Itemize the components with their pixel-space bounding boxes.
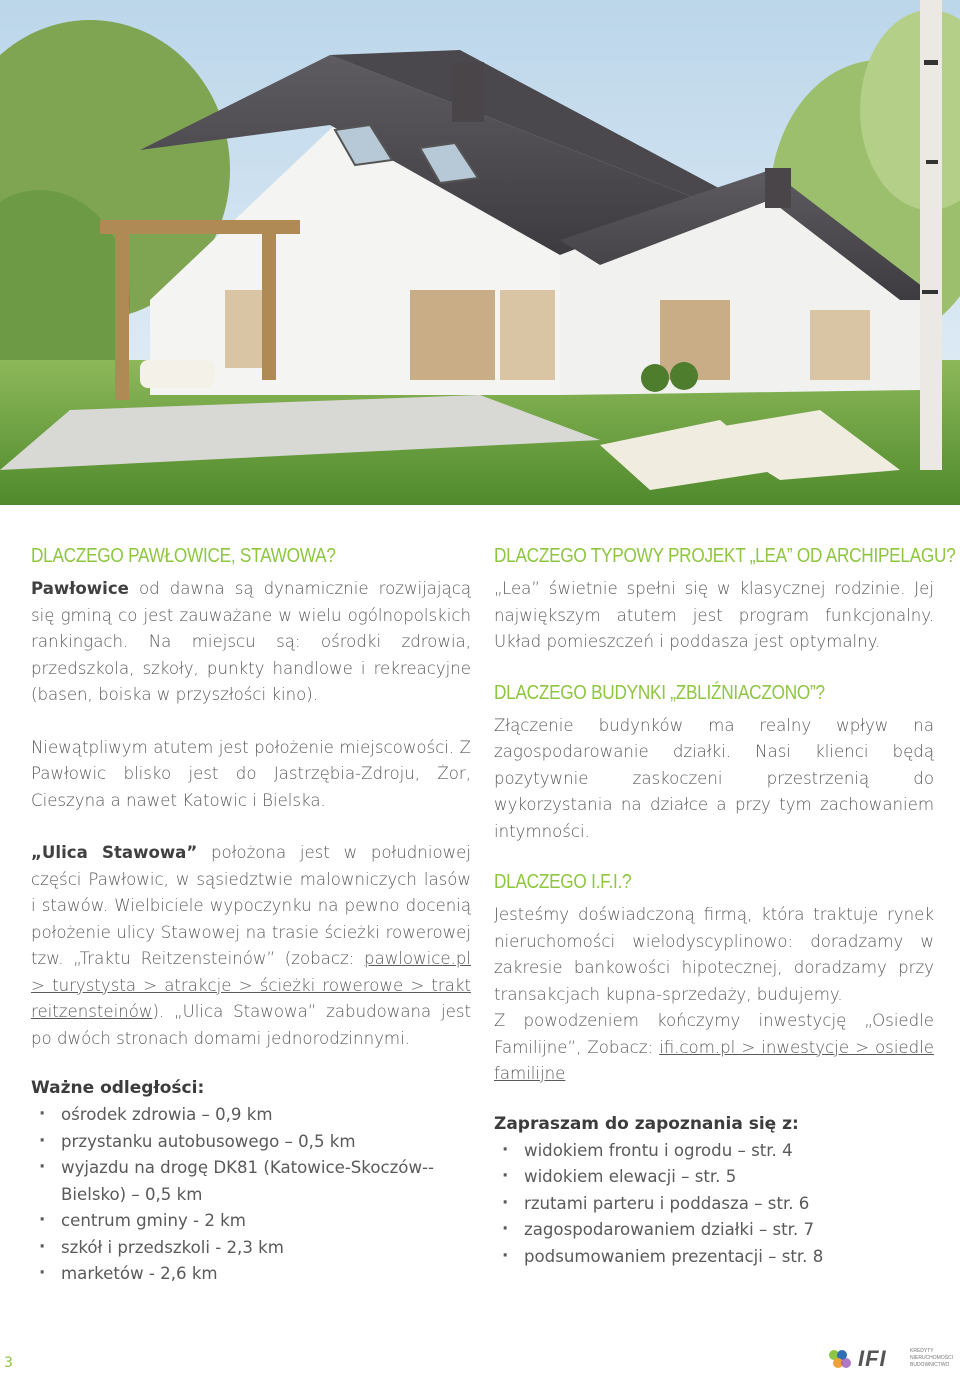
invite-list — [494, 1138, 934, 1271]
list-item: · marketów - 2,6 km — [31, 1261, 471, 1288]
logo-wordmark: IFI — [858, 1346, 887, 1371]
paragraph-lea: „Lea” świetnie spełni się w klasycznej rodzinie. Jej największym atutem jest program funkcjonalny. Układ pomieszczeń i poddasza jest optymalny. — [494, 579, 934, 651]
bold-pawlowice: Pawłowice — [31, 579, 129, 598]
paragraph-ifi: Jesteśmy doświadczoną firmą, która traktuje rynek nieruchomości wielodyscyplinowo: doradzamy w zakresie bankowości hipotecznej, doradzamy przy transakcjach kupna-sprzedaży, budujemy. — [494, 905, 934, 1004]
list-item: · wyjazdu na drogę DK81 (Katowice-Skoczów--Bielsko) – 0,5 km — [31, 1155, 471, 1208]
list-item: · podsumowaniem prezentacji – str. 8 — [494, 1244, 934, 1271]
link-ifi-investments[interactable]: ifi.com.pl > inwestycje > osiedle familijne — [494, 1037, 934, 1083]
list-item: · ośrodek zdrowia – 0,9 km — [31, 1102, 471, 1129]
page-number: 3 — [4, 1355, 13, 1371]
paragraph-pawlowice-text: od dawna są dynamicznie rozwijającą się gminą co jest zauważane w wielu ogólnopolskich rankingach. Na miejscu są: ośrodki zdrowia, przedszkola, szkoły, punkty handlowe i rekreacyjne (basen, boiska w przyszłości kino). — [31, 579, 471, 704]
heading-why-pawlowice: DLACZEGO PAWŁOWICE, STAWOWA? — [31, 545, 336, 567]
list-item: · centrum gminy - 2 km — [31, 1208, 471, 1235]
paragraph-stawowa — [31, 840, 471, 1052]
list-item: · przystanku autobusowego – 0,5 km — [31, 1129, 471, 1156]
paragraph-location: Niewątpliwym atutem jest położenie miejscowości. Z Pawłowic blisko jest do Jastrzębia-Zdroju, Żor, Cieszyna a nawet Katowic i Bielska. — [31, 737, 471, 810]
left-column — [31, 545, 471, 1288]
paragraph-stawowa-text1: położona jest w południowej części Pawłowic, w sąsiedztwie malowniczych lasów i stawów. Wielbiciele wypoczynku na pewno docenią położenie ulicy Stawowej na trasie ścieżki rowerowej tzw. „Traktu Reitzensteinów” (zobacz: — [31, 843, 471, 968]
list-item: · zagospodarowaniem działki – str. 7 — [494, 1217, 934, 1244]
paragraph-stawowa-text2: ). „Ulica Stawowa” zabudowana jest po dwóch stronach domami jednorodzinnymi. — [31, 1002, 471, 1048]
list-item: · szkół i przedszkoli - 2,3 km — [31, 1235, 471, 1262]
heading-why-twin: DLACZEGO BUDYNKI „ZBLIŹNIACZONO”? — [494, 681, 825, 704]
distances-list — [31, 1102, 471, 1288]
house-rendering-image — [0, 0, 960, 505]
paragraph-osiedle — [494, 1008, 934, 1088]
heading-invite: Zapraszam do zapoznania się z: — [494, 1113, 799, 1134]
paragraph-pawlowice — [31, 576, 471, 709]
link-pawlowice-trail[interactable]: pawlowice.pl > turystysta > atrakcje > ścieżki rowerowe > trakt reitzensteinów — [31, 949, 471, 1021]
list-item: · widokiem frontu i ogrodu – str. 4 — [494, 1138, 934, 1165]
heading-why-lea: DLACZEGO TYPOWY PROJEKT „LEA” OD ARCHIPELAGU? — [494, 545, 956, 567]
heading-distances: Ważne odległości: — [31, 1078, 205, 1098]
list-item: · widokiem elewacji – str. 5 — [494, 1164, 934, 1191]
paragraph-osiedle-text: Z powodzeniem kończymy inwestycję „Osiedle Familijne”, Zobacz: — [494, 1011, 934, 1057]
ifi-logo — [826, 1346, 956, 1372]
heading-why-ifi: DLACZEGO I.F.I.? — [494, 871, 632, 893]
logo-subtitle: KREDYTY NIERUCHOMOŚCI BUDOWNICTWO — [910, 1348, 954, 1368]
right-column — [494, 545, 956, 1270]
bold-stawowa: „Ulica Stawowa” — [31, 843, 198, 862]
list-item: · rzutami parteru i poddasza – str. 6 — [494, 1191, 934, 1218]
paragraph-twin: Złączenie budynków ma realny wpływ na zagospodarowanie działki. Nasi klienci będą pozytywnie zaskoczeni przestrzenią do wykorzystania na działce a przy tym zachowaniem intymności. — [494, 715, 934, 841]
